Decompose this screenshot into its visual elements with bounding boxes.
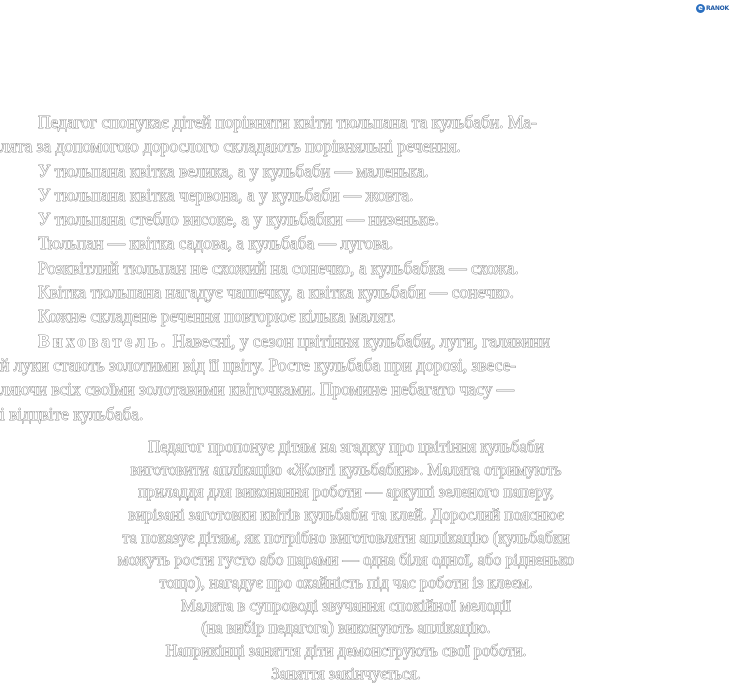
educator-line-2: й луки стають золотими від її цвіту. Росте кульбаба при дорозі, звесе- xyxy=(0,354,517,375)
logo-text: RANOK xyxy=(705,4,729,12)
stage-line: виготовити аплікацію «Жовті кульбабки». Малята отримують xyxy=(130,459,562,479)
stage-line: можуть рости густо або парами — одна біля одної, або рідненько xyxy=(117,550,575,570)
stage-line: Малята в супроводі звучання спокійної мелодії xyxy=(181,595,511,615)
example-sentence: Розквітлий тюльпан не схожий на сонечко, а кульбабка — схожа. xyxy=(38,257,519,278)
educator-line-3: ляючи всіх своїми золотавими квіточками. Промине небагато часу — xyxy=(0,379,515,400)
example-sentence: У тюльпана квітка червона, а у кульбаби — жовта. xyxy=(38,184,414,205)
example-sentence: У тюльпана квітка велика, а у кульбаби — маленька. xyxy=(38,160,429,181)
stage-line: та показує дітям, як потрібно виготовляти аплікацію (кульбабки xyxy=(122,527,570,547)
example-sentences xyxy=(0,159,732,329)
stage-line: Педагог пропонує дітям на згадку про цвітіння кульбаби xyxy=(148,436,544,456)
educator-paragraph xyxy=(0,329,732,426)
page-content xyxy=(0,110,732,686)
example-sentence: У тюльпана стебло високе, а у кульбабки — низеньке. xyxy=(38,209,439,230)
stage-directions xyxy=(0,436,732,686)
stage-line: вирізані заготовки квітів кульбаби та клей. Дорослий пояснює xyxy=(128,504,564,524)
example-sentence: Тюльпан — квітка садова, а кульбаба — лугова. xyxy=(38,233,394,254)
stage-line: (на вибір педагога) виконують аплікацію. xyxy=(201,618,491,638)
publisher-logo xyxy=(696,3,729,13)
example-sentence: Кожне складене речення повторює кілька малят. xyxy=(38,306,396,327)
logo-e-icon: e xyxy=(696,4,705,13)
intro-line-1: Педагог спонукає дітей порівняти квіти тюльпана та кульбаби. Ма- xyxy=(38,112,537,132)
stage-line: Наприкінці заняття діти демонструють свої роботи. xyxy=(165,641,527,661)
intro-paragraph xyxy=(0,110,732,159)
educator-line-4: і відцвіте кульбаба. xyxy=(0,403,144,424)
educator-role: Вихователь. xyxy=(38,330,169,351)
educator-line-1 xyxy=(0,329,732,353)
example-sentence: Квітка тюльпана нагадує чашечку, а квітка кульбаби — сонечко. xyxy=(38,282,514,303)
stage-line: приладдя для виконання роботи — аркуші зеленого паперу, xyxy=(138,482,554,502)
stage-line: тощо), нагадує про охайність під час роботи із клеєм. xyxy=(159,573,533,593)
intro-line-2: лята за допомогою дорослого складають порівняльні речення. xyxy=(0,136,461,157)
educator-text-1: Навесні, у сезон цвітіння кульбаби, луги, галявини xyxy=(168,330,551,351)
stage-line: Заняття закінчується. xyxy=(271,663,421,683)
